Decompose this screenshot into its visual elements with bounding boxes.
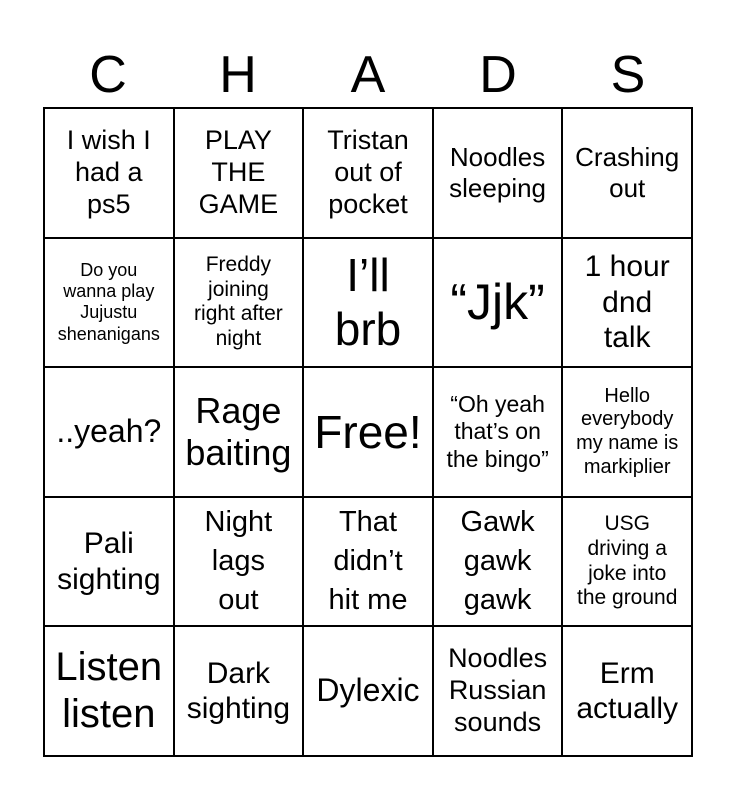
header-letter-d: D — [479, 46, 517, 104]
bingo-cell-r2-c4[interactable]: “Jjk” — [433, 238, 563, 368]
header-letter-c: C — [89, 46, 127, 104]
bingo-cell-r4-c2[interactable]: Night lags out — [174, 497, 304, 627]
bingo-cell-r1-c5[interactable]: Crashing out — [562, 108, 692, 238]
header-letter-h: H — [219, 46, 257, 104]
header-letter-s: S — [610, 46, 646, 104]
bingo-cell-r5-c2[interactable]: Dark sighting — [174, 626, 304, 756]
bingo-cell-r2-c1[interactable]: Do you wanna play Jujustu shenanigans — [44, 238, 174, 368]
bingo-cell-r1-c3[interactable]: Tristan out of pocket — [303, 108, 433, 238]
bingo-cell-r3-c2[interactable]: Rage baiting — [174, 367, 304, 497]
bingo-cell-r5-c4[interactable]: Noodles Russian sounds — [433, 626, 563, 756]
bingo-cell-r4-c4[interactable]: Gawk gawk gawk — [433, 497, 563, 627]
bingo-cell-r5-c5[interactable]: Erm actually — [562, 626, 692, 756]
bingo-header — [43, 42, 693, 108]
bingo-cell-r3-c4[interactable]: “Oh yeah that’s on the bingo” — [433, 367, 563, 497]
bingo-cell-r1-c4[interactable]: Noodles sleeping — [433, 108, 563, 238]
bingo-cell-r2-c5[interactable]: 1 hour dnd talk — [562, 238, 692, 368]
bingo-cell-r2-c3[interactable]: I’ll brb — [303, 238, 433, 368]
header-letter-a: A — [350, 46, 386, 104]
bingo-cell-r1-c1[interactable]: I wish I had a ps5 — [44, 108, 174, 238]
bingo-board — [43, 107, 693, 757]
bingo-cell-r3-c1[interactable]: ..yeah? — [44, 367, 174, 497]
bingo-cell-r5-c3[interactable]: Dylexic — [303, 626, 433, 756]
bingo-cell-r4-c5[interactable]: USG driving a joke into the ground — [562, 497, 692, 627]
bingo-cell-r4-c3[interactable]: That didn’t hit me — [303, 497, 433, 627]
bingo-cell-r5-c1[interactable]: Listen listen — [44, 626, 174, 756]
bingo-cell-r3-c5[interactable]: Hello everybody my name is markiplier — [562, 367, 692, 497]
bingo-cell-r4-c1[interactable]: Pali sighting — [44, 497, 174, 627]
bingo-cell-r1-c2[interactable]: PLAY THE GAME — [174, 108, 304, 238]
bingo-cell-r2-c2[interactable]: Freddy joining right after night — [174, 238, 304, 368]
bingo-cell-r3-c3[interactable]: Free! — [303, 367, 433, 497]
